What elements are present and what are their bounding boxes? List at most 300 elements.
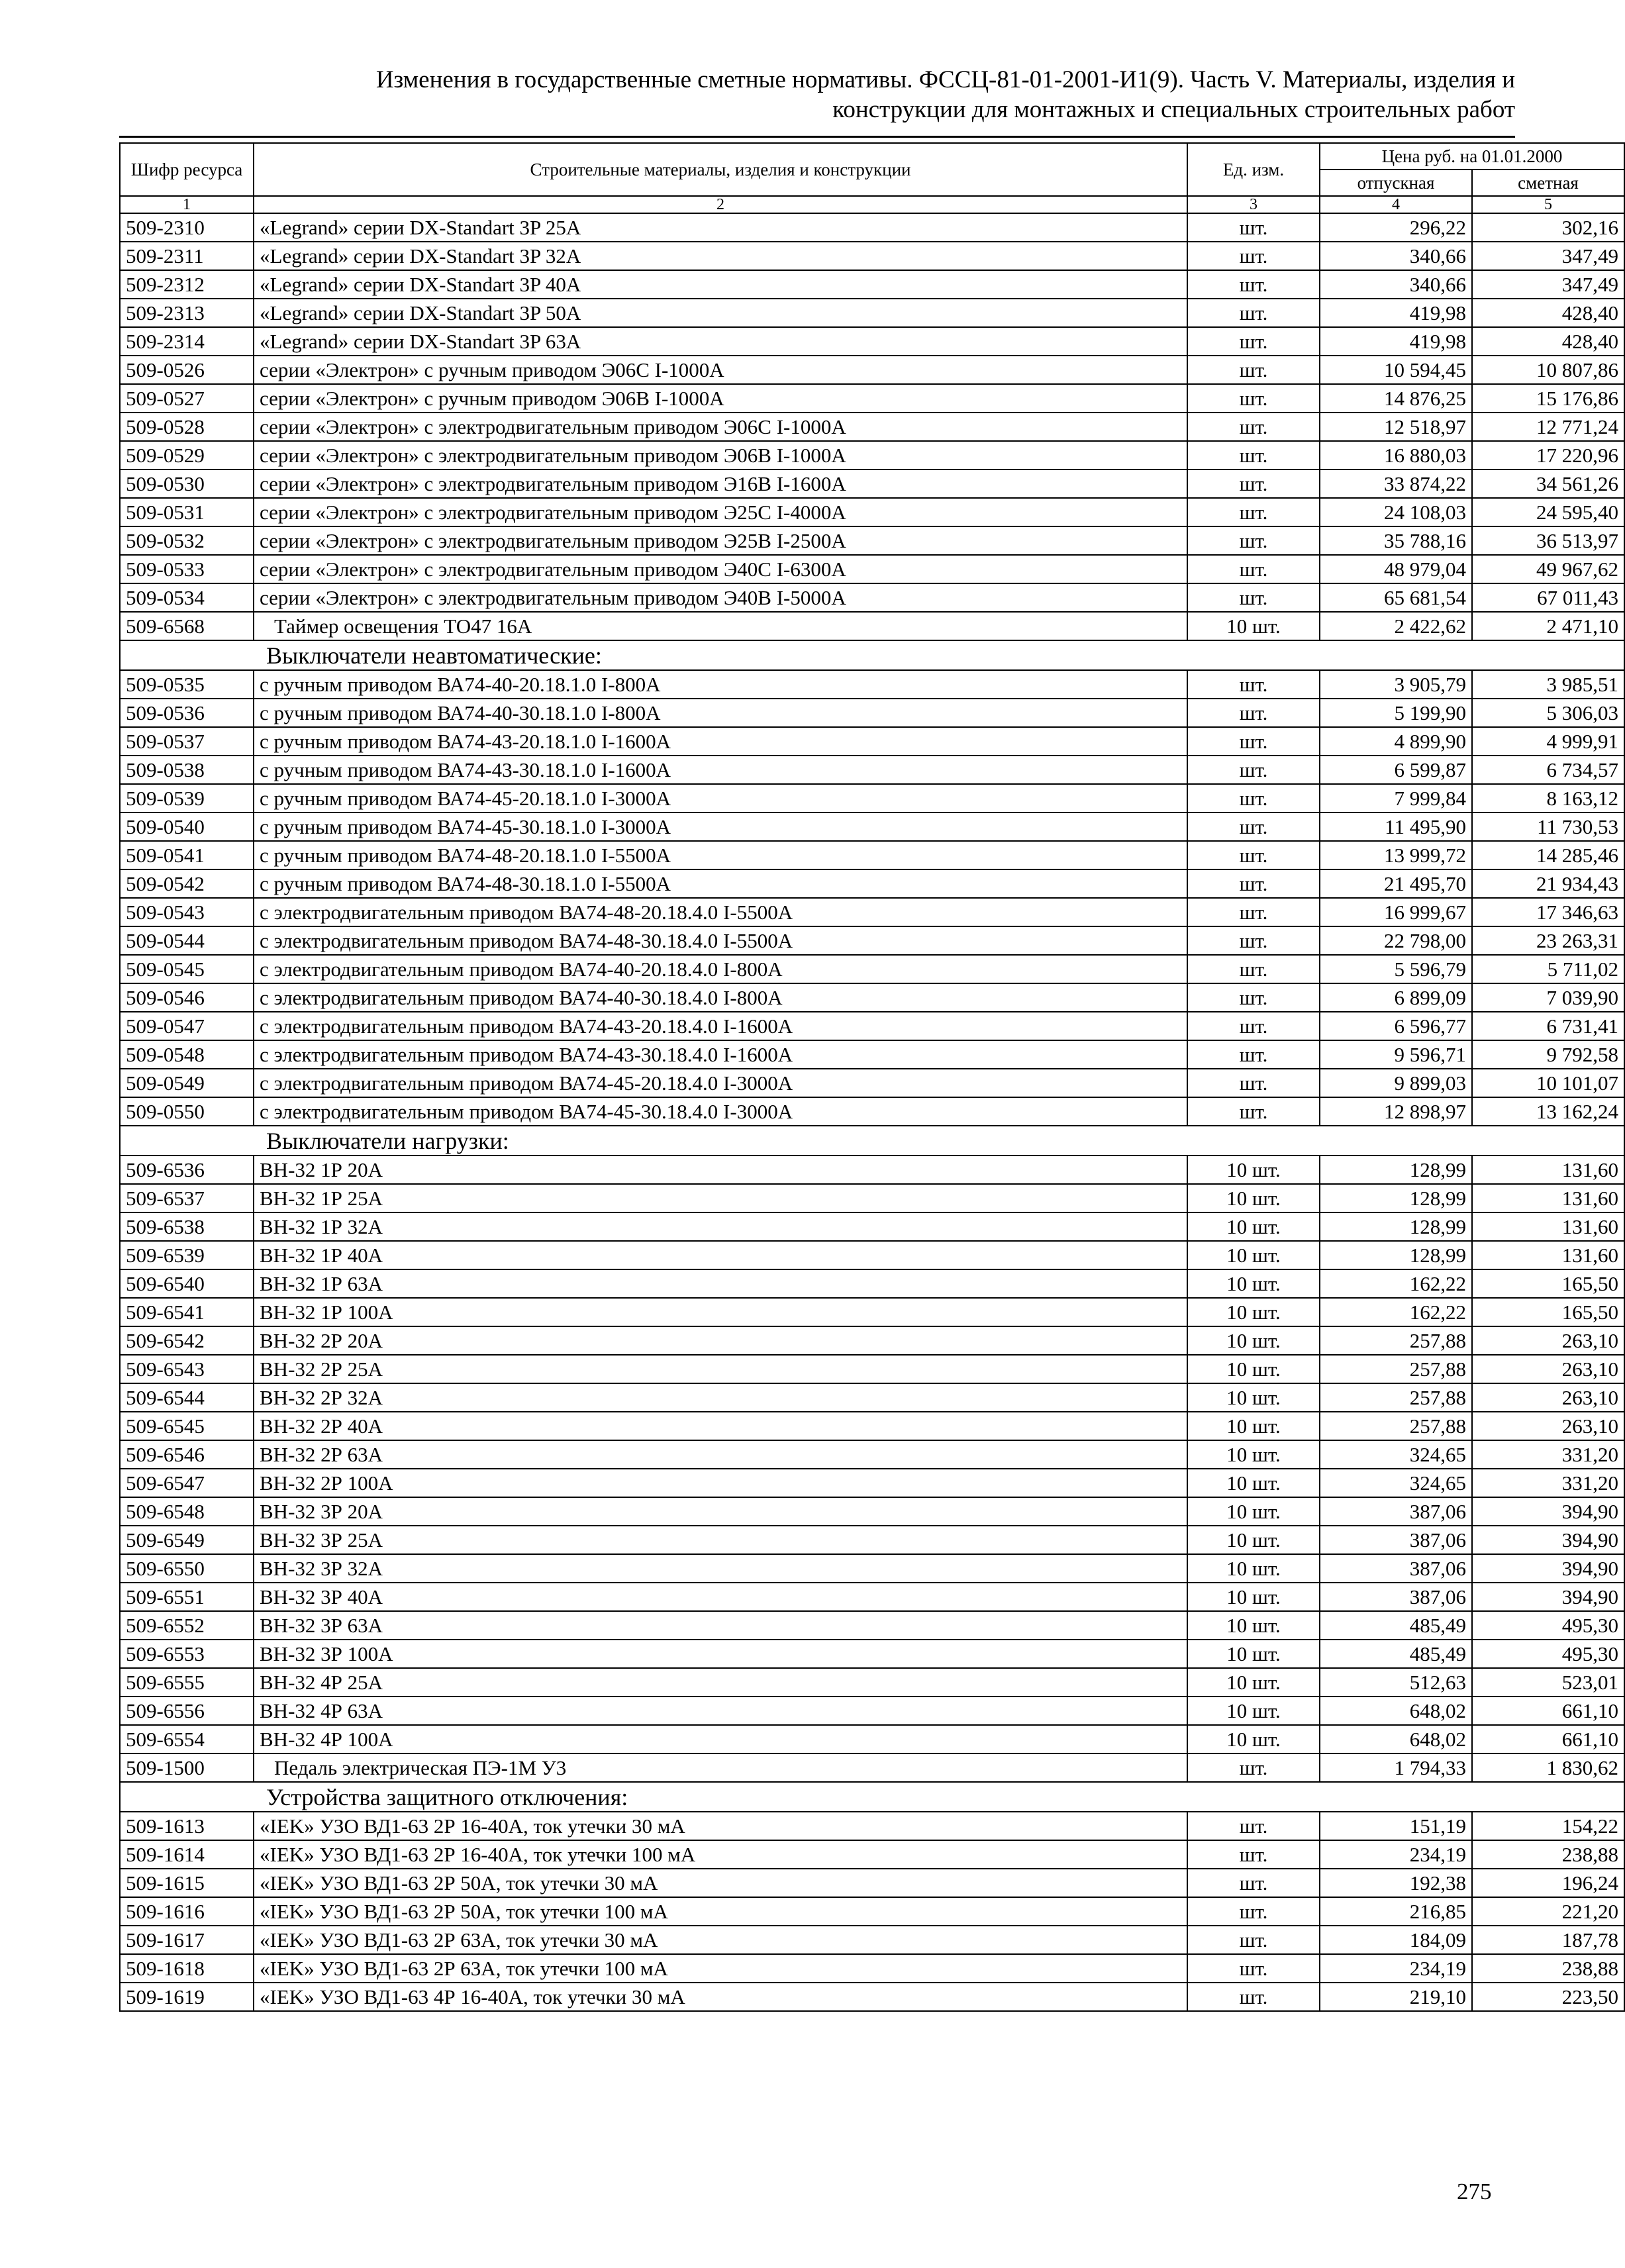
table-row <box>120 1069 1624 1097</box>
release-price: 648,02 <box>1320 1725 1472 1753</box>
header-code: Шифр ресурса <box>120 143 254 196</box>
unit-of-measure: шт. <box>1187 1097 1320 1126</box>
estimate-price: 14 285,46 <box>1472 841 1624 869</box>
table-row <box>120 555 1624 583</box>
material-name: с ручным приводом ВА74-48-20.18.1.0 I-5500А <box>254 841 1187 869</box>
estimate-price: 263,10 <box>1472 1355 1624 1383</box>
estimate-price: 17 220,96 <box>1472 441 1624 469</box>
column-index: 5 <box>1472 196 1624 213</box>
header-price: Цена руб. на 01.01.2000 <box>1320 143 1624 170</box>
table-row <box>120 270 1624 299</box>
table-row <box>120 1926 1624 1954</box>
unit-of-measure: шт. <box>1187 1954 1320 1983</box>
estimate-price: 263,10 <box>1472 1412 1624 1440</box>
table-row <box>120 242 1624 270</box>
release-price: 184,09 <box>1320 1926 1472 1954</box>
release-price: 216,85 <box>1320 1897 1472 1926</box>
estimate-price: 6 731,41 <box>1472 1012 1624 1040</box>
material-name: с ручным приводом ВА74-43-20.18.1.0 I-1600А <box>254 727 1187 756</box>
material-name: с ручным приводом ВА74-48-30.18.1.0 I-5500А <box>254 869 1187 898</box>
material-name: с электродвигательным приводом ВА74-43-30.18.4.0 I-1600А <box>254 1040 1187 1069</box>
table-row <box>120 213 1624 242</box>
resource-code: 509-0529 <box>120 441 254 469</box>
release-price: 648,02 <box>1320 1697 1472 1725</box>
release-price: 11 495,90 <box>1320 813 1472 841</box>
unit-of-measure: 10 шт. <box>1187 1269 1320 1298</box>
material-name: ВН-32 4Р 63А <box>254 1697 1187 1725</box>
estimate-price: 4 999,91 <box>1472 727 1624 756</box>
resource-code: 509-2314 <box>120 327 254 356</box>
material-name: «IEK» УЗО ВД1-63 4Р 16-40А, ток утечки 30 мА <box>254 1983 1187 2011</box>
release-price: 13 999,72 <box>1320 841 1472 869</box>
estimate-price: 165,50 <box>1472 1269 1624 1298</box>
release-price: 9 596,71 <box>1320 1040 1472 1069</box>
resource-code: 509-6550 <box>120 1554 254 1583</box>
table-row <box>120 1812 1624 1840</box>
material-name: с электродвигательным приводом ВА74-48-20.18.4.0 I-5500А <box>254 898 1187 926</box>
table-row <box>120 1897 1624 1926</box>
release-price: 21 495,70 <box>1320 869 1472 898</box>
table-row <box>120 469 1624 498</box>
table-row <box>120 841 1624 869</box>
resource-code: 509-1614 <box>120 1840 254 1869</box>
release-price: 257,88 <box>1320 1355 1472 1383</box>
unit-of-measure: шт. <box>1187 699 1320 727</box>
section-heading-row <box>120 640 1624 670</box>
resource-code: 509-0534 <box>120 583 254 612</box>
estimate-price: 661,10 <box>1472 1725 1624 1753</box>
material-name: «IEK» УЗО ВД1-63 2Р 63А, ток утечки 30 мА <box>254 1926 1187 1954</box>
release-price: 12 898,97 <box>1320 1097 1472 1126</box>
release-price: 9 899,03 <box>1320 1069 1472 1097</box>
material-name: ВН-32 2Р 20А <box>254 1326 1187 1355</box>
unit-of-measure: шт. <box>1187 756 1320 784</box>
unit-of-measure: шт. <box>1187 526 1320 555</box>
resource-code: 509-0544 <box>120 926 254 955</box>
table-row <box>120 1469 1624 1497</box>
release-price: 419,98 <box>1320 327 1472 356</box>
resource-code: 509-1619 <box>120 1983 254 2011</box>
material-name: серии «Электрон» с ручным приводом Э06С I-1000А <box>254 356 1187 384</box>
table-row <box>120 1383 1624 1412</box>
release-price: 419,98 <box>1320 299 1472 327</box>
table-row <box>120 526 1624 555</box>
material-name: с ручным приводом ВА74-45-30.18.1.0 I-3000А <box>254 813 1187 841</box>
release-price: 48 979,04 <box>1320 555 1472 583</box>
material-name: ВН-32 1Р 63А <box>254 1269 1187 1298</box>
unit-of-measure: 10 шт. <box>1187 1212 1320 1241</box>
unit-of-measure: 10 шт. <box>1187 1611 1320 1640</box>
table-row <box>120 441 1624 469</box>
unit-of-measure: шт. <box>1187 498 1320 526</box>
material-name: ВН-32 3Р 40А <box>254 1583 1187 1611</box>
resource-code: 509-6545 <box>120 1412 254 1440</box>
unit-of-measure: шт. <box>1187 441 1320 469</box>
estimate-price: 49 967,62 <box>1472 555 1624 583</box>
resource-code: 509-0548 <box>120 1040 254 1069</box>
unit-of-measure: шт. <box>1187 1069 1320 1097</box>
release-price: 162,22 <box>1320 1298 1472 1326</box>
resource-code: 509-0539 <box>120 784 254 813</box>
table-row <box>120 1269 1624 1298</box>
estimate-price: 131,60 <box>1472 1241 1624 1269</box>
estimate-price: 10 101,07 <box>1472 1069 1624 1097</box>
unit-of-measure: 10 шт. <box>1187 1355 1320 1383</box>
material-name: ВН-32 2Р 32А <box>254 1383 1187 1412</box>
material-name: ВН-32 3Р 25А <box>254 1526 1187 1554</box>
table-row <box>120 612 1624 640</box>
table-row <box>120 1697 1624 1725</box>
release-price: 128,99 <box>1320 1184 1472 1212</box>
estimate-price: 11 730,53 <box>1472 813 1624 841</box>
estimate-price: 221,20 <box>1472 1897 1624 1926</box>
table-row <box>120 869 1624 898</box>
table-row <box>120 1725 1624 1753</box>
unit-of-measure: шт. <box>1187 270 1320 299</box>
unit-of-measure: шт. <box>1187 356 1320 384</box>
release-price: 485,49 <box>1320 1611 1472 1640</box>
unit-of-measure: шт. <box>1187 841 1320 869</box>
unit-of-measure: 10 шт. <box>1187 1526 1320 1554</box>
estimate-price: 67 011,43 <box>1472 583 1624 612</box>
unit-of-measure: шт. <box>1187 1926 1320 1954</box>
unit-of-measure: шт. <box>1187 242 1320 270</box>
estimate-price: 331,20 <box>1472 1440 1624 1469</box>
estimate-price: 661,10 <box>1472 1697 1624 1725</box>
material-name: «IEK» УЗО ВД1-63 2Р 50А, ток утечки 100 мА <box>254 1897 1187 1926</box>
material-name: с электродвигательным приводом ВА74-43-20.18.4.0 I-1600А <box>254 1012 1187 1040</box>
material-name: «Legrand» серии DX-Standart 3P 63A <box>254 327 1187 356</box>
release-price: 512,63 <box>1320 1668 1472 1697</box>
release-price: 2 422,62 <box>1320 612 1472 640</box>
release-price: 387,06 <box>1320 1497 1472 1526</box>
resource-code: 509-1613 <box>120 1812 254 1840</box>
resource-code: 509-0536 <box>120 699 254 727</box>
resource-code: 509-6541 <box>120 1298 254 1326</box>
table-row <box>120 1869 1624 1897</box>
table-row <box>120 1554 1624 1583</box>
estimate-price: 8 163,12 <box>1472 784 1624 813</box>
release-price: 6 599,87 <box>1320 756 1472 784</box>
release-price: 324,65 <box>1320 1469 1472 1497</box>
column-index: 4 <box>1320 196 1472 213</box>
estimate-price: 13 162,24 <box>1472 1097 1624 1126</box>
estimate-price: 154,22 <box>1472 1812 1624 1840</box>
material-name: серии «Электрон» с электродвигательным приводом Э25В I-2500А <box>254 526 1187 555</box>
resource-code: 509-0541 <box>120 841 254 869</box>
release-price: 5 199,90 <box>1320 699 1472 727</box>
unit-of-measure: шт. <box>1187 869 1320 898</box>
material-name: ВН-32 4Р 100А <box>254 1725 1187 1753</box>
resource-code: 509-6551 <box>120 1583 254 1611</box>
material-name: Педаль электрическая ПЭ-1М У3 <box>254 1753 1187 1782</box>
release-price: 192,38 <box>1320 1869 1472 1897</box>
table-row <box>120 1583 1624 1611</box>
estimate-price: 394,90 <box>1472 1583 1624 1611</box>
unit-of-measure: 10 шт. <box>1187 1156 1320 1184</box>
release-price: 33 874,22 <box>1320 469 1472 498</box>
table-row <box>120 356 1624 384</box>
estimate-price: 131,60 <box>1472 1212 1624 1241</box>
unit-of-measure: шт. <box>1187 1840 1320 1869</box>
resource-code: 509-6544 <box>120 1383 254 1412</box>
section-heading: Устройства защитного отключения: <box>120 1782 1624 1812</box>
unit-of-measure: шт. <box>1187 213 1320 242</box>
resource-code: 509-0550 <box>120 1097 254 1126</box>
material-name: с электродвигательным приводом ВА74-40-20.18.4.0 I-800А <box>254 955 1187 983</box>
table-row <box>120 1298 1624 1326</box>
estimate-price: 23 263,31 <box>1472 926 1624 955</box>
column-index: 1 <box>120 196 254 213</box>
table-row <box>120 498 1624 526</box>
estimate-price: 34 561,26 <box>1472 469 1624 498</box>
unit-of-measure: 10 шт. <box>1187 1697 1320 1725</box>
unit-of-measure: шт. <box>1187 813 1320 841</box>
estimate-price: 238,88 <box>1472 1954 1624 1983</box>
resource-code: 509-0526 <box>120 356 254 384</box>
release-price: 12 518,97 <box>1320 413 1472 441</box>
unit-of-measure: 10 шт. <box>1187 1640 1320 1668</box>
material-name: с ручным приводом ВА74-40-30.18.1.0 I-800А <box>254 699 1187 727</box>
release-price: 387,06 <box>1320 1554 1472 1583</box>
material-name: ВН-32 3Р 20А <box>254 1497 1187 1526</box>
material-name: Таймер освещения ТО47 16А <box>254 612 1187 640</box>
release-price: 6 899,09 <box>1320 983 1472 1012</box>
estimate-price: 263,10 <box>1472 1383 1624 1412</box>
column-index: 3 <box>1187 196 1320 213</box>
header-release-price: отпускная <box>1320 170 1472 196</box>
estimate-price: 3 985,51 <box>1472 670 1624 699</box>
release-price: 7 999,84 <box>1320 784 1472 813</box>
table-row <box>120 1241 1624 1269</box>
material-name: ВН-32 1Р 32А <box>254 1212 1187 1241</box>
section-heading: Выключатели неавтоматические: <box>120 640 1624 670</box>
unit-of-measure: 10 шт. <box>1187 1440 1320 1469</box>
resource-code: 509-6555 <box>120 1668 254 1697</box>
estimate-price: 5 306,03 <box>1472 699 1624 727</box>
resource-code: 509-6539 <box>120 1241 254 1269</box>
unit-of-measure: 10 шт. <box>1187 1469 1320 1497</box>
resource-code: 509-1616 <box>120 1897 254 1926</box>
table-row <box>120 1156 1624 1184</box>
estimate-price: 2 471,10 <box>1472 612 1624 640</box>
material-name: с электродвигательным приводом ВА74-45-20.18.4.0 I-3000А <box>254 1069 1187 1097</box>
material-name: с электродвигательным приводом ВА74-40-30.18.4.0 I-800А <box>254 983 1187 1012</box>
materials-price-table <box>119 142 1625 2012</box>
resource-code: 509-0549 <box>120 1069 254 1097</box>
resource-code: 509-0547 <box>120 1012 254 1040</box>
column-index: 2 <box>254 196 1187 213</box>
estimate-price: 21 934,43 <box>1472 869 1624 898</box>
material-name: ВН-32 2Р 25А <box>254 1355 1187 1383</box>
material-name: «Legrand» серии DX-Standart 3P 40A <box>254 270 1187 299</box>
material-name: ВН-32 1Р 100А <box>254 1298 1187 1326</box>
release-price: 16 999,67 <box>1320 898 1472 926</box>
resource-code: 509-6543 <box>120 1355 254 1383</box>
table-header-row <box>120 143 1624 170</box>
release-price: 296,22 <box>1320 213 1472 242</box>
estimate-price: 17 346,63 <box>1472 898 1624 926</box>
release-price: 219,10 <box>1320 1983 1472 2011</box>
table-row <box>120 327 1624 356</box>
unit-of-measure: шт. <box>1187 1897 1320 1926</box>
estimate-price: 12 771,24 <box>1472 413 1624 441</box>
table-row <box>120 1184 1624 1212</box>
resource-code: 509-0532 <box>120 526 254 555</box>
table-row <box>120 813 1624 841</box>
estimate-price: 196,24 <box>1472 1869 1624 1897</box>
table-row <box>120 1440 1624 1469</box>
estimate-price: 131,60 <box>1472 1184 1624 1212</box>
header-line-2: конструкции для монтажных и специальных строительных работ <box>832 96 1515 123</box>
table-row <box>120 1355 1624 1383</box>
material-name: «IEK» УЗО ВД1-63 2Р 50А, ток утечки 30 мА <box>254 1869 1187 1897</box>
resource-code: 509-0540 <box>120 813 254 841</box>
unit-of-measure: шт. <box>1187 983 1320 1012</box>
unit-of-measure: шт. <box>1187 955 1320 983</box>
table-row <box>120 413 1624 441</box>
unit-of-measure: шт. <box>1187 1040 1320 1069</box>
resource-code: 509-6536 <box>120 1156 254 1184</box>
release-price: 485,49 <box>1320 1640 1472 1668</box>
table-row <box>120 955 1624 983</box>
estimate-price: 131,60 <box>1472 1156 1624 1184</box>
resource-code: 509-6552 <box>120 1611 254 1640</box>
material-name: серии «Электрон» с электродвигательным приводом Э16В I-1600А <box>254 469 1187 498</box>
unit-of-measure: шт. <box>1187 1812 1320 1840</box>
resource-code: 509-6549 <box>120 1526 254 1554</box>
material-name: ВН-32 1Р 25А <box>254 1184 1187 1212</box>
unit-of-measure: шт. <box>1187 384 1320 413</box>
table-row <box>120 1212 1624 1241</box>
material-name: ВН-32 2Р 40А <box>254 1412 1187 1440</box>
estimate-price: 331,20 <box>1472 1469 1624 1497</box>
estimate-price: 302,16 <box>1472 213 1624 242</box>
unit-of-measure: 10 шт. <box>1187 1298 1320 1326</box>
estimate-price: 394,90 <box>1472 1554 1624 1583</box>
unit-of-measure: шт. <box>1187 727 1320 756</box>
unit-of-measure: шт. <box>1187 670 1320 699</box>
release-price: 6 596,77 <box>1320 1012 1472 1040</box>
table-row <box>120 727 1624 756</box>
unit-of-measure: шт. <box>1187 1983 1320 2011</box>
resource-code: 509-0543 <box>120 898 254 926</box>
estimate-price: 5 711,02 <box>1472 955 1624 983</box>
resource-code: 509-1618 <box>120 1954 254 1983</box>
release-price: 1 794,33 <box>1320 1753 1472 1782</box>
estimate-price: 1 830,62 <box>1472 1753 1624 1782</box>
estimate-price: 428,40 <box>1472 299 1624 327</box>
table-row <box>120 1040 1624 1069</box>
estimate-price: 495,30 <box>1472 1611 1624 1640</box>
unit-of-measure: шт. <box>1187 784 1320 813</box>
release-price: 22 798,00 <box>1320 926 1472 955</box>
release-price: 65 681,54 <box>1320 583 1472 612</box>
material-name: ВН-32 2Р 63А <box>254 1440 1187 1469</box>
release-price: 257,88 <box>1320 1383 1472 1412</box>
resource-code: 509-0531 <box>120 498 254 526</box>
header-estimate-price: сметная <box>1472 170 1624 196</box>
release-price: 324,65 <box>1320 1440 1472 1469</box>
table-row <box>120 1753 1624 1782</box>
estimate-price: 24 595,40 <box>1472 498 1624 526</box>
material-name: ВН-32 1Р 20А <box>254 1156 1187 1184</box>
material-name: с ручным приводом ВА74-40-20.18.1.0 I-800А <box>254 670 1187 699</box>
resource-code: 509-0535 <box>120 670 254 699</box>
release-price: 257,88 <box>1320 1412 1472 1440</box>
release-price: 387,06 <box>1320 1583 1472 1611</box>
unit-of-measure: 10 шт. <box>1187 1583 1320 1611</box>
material-name: с электродвигательным приводом ВА74-45-30.18.4.0 I-3000А <box>254 1097 1187 1126</box>
resource-code: 509-0528 <box>120 413 254 441</box>
table-row <box>120 926 1624 955</box>
material-name: серии «Электрон» с электродвигательным приводом Э06С I-1000А <box>254 413 1187 441</box>
material-name: серии «Электрон» с ручным приводом Э06В I-1000А <box>254 384 1187 413</box>
table-row <box>120 1668 1624 1697</box>
table-row <box>120 670 1624 699</box>
release-price: 128,99 <box>1320 1212 1472 1241</box>
release-price: 14 876,25 <box>1320 384 1472 413</box>
table-row <box>120 1840 1624 1869</box>
header-name: Строительные материалы, изделия и конструкции <box>254 143 1187 196</box>
material-name: ВН-32 3Р 100А <box>254 1640 1187 1668</box>
table-row <box>120 699 1624 727</box>
release-price: 16 880,03 <box>1320 441 1472 469</box>
release-price: 234,19 <box>1320 1954 1472 1983</box>
estimate-price: 238,88 <box>1472 1840 1624 1869</box>
unit-of-measure: 10 шт. <box>1187 1412 1320 1440</box>
table-row <box>120 583 1624 612</box>
table-row <box>120 1611 1624 1640</box>
material-name: серии «Электрон» с электродвигательным приводом Э40С I-6300А <box>254 555 1187 583</box>
resource-code: 509-0545 <box>120 955 254 983</box>
unit-of-measure: 10 шт. <box>1187 612 1320 640</box>
material-name: ВН-32 3Р 63А <box>254 1611 1187 1640</box>
material-name: «IEK» УЗО ВД1-63 2Р 16-40А, ток утечки 30 мА <box>254 1812 1187 1840</box>
header-unit: Ед. изм. <box>1187 143 1320 196</box>
table-row <box>120 898 1624 926</box>
unit-of-measure: шт. <box>1187 926 1320 955</box>
estimate-price: 9 792,58 <box>1472 1040 1624 1069</box>
resource-code: 509-6554 <box>120 1725 254 1753</box>
unit-of-measure: 10 шт. <box>1187 1326 1320 1355</box>
unit-of-measure: шт. <box>1187 327 1320 356</box>
table-row <box>120 1954 1624 1983</box>
release-price: 4 899,90 <box>1320 727 1472 756</box>
table-row <box>120 1497 1624 1526</box>
material-name: серии «Электрон» с электродвигательным приводом Э06В I-1000А <box>254 441 1187 469</box>
header-rule <box>119 136 1515 138</box>
estimate-price: 394,90 <box>1472 1526 1624 1554</box>
resource-code: 509-0546 <box>120 983 254 1012</box>
resource-code: 509-2313 <box>120 299 254 327</box>
estimate-price: 523,01 <box>1472 1668 1624 1697</box>
estimate-price: 36 513,97 <box>1472 526 1624 555</box>
material-name: «Legrand» серии DX-Standart 3P 32A <box>254 242 1187 270</box>
estimate-price: 263,10 <box>1472 1326 1624 1355</box>
unit-of-measure: шт. <box>1187 469 1320 498</box>
resource-code: 509-0538 <box>120 756 254 784</box>
release-price: 5 596,79 <box>1320 955 1472 983</box>
unit-of-measure: шт. <box>1187 1869 1320 1897</box>
estimate-price: 187,78 <box>1472 1926 1624 1954</box>
unit-of-measure: шт. <box>1187 555 1320 583</box>
release-price: 162,22 <box>1320 1269 1472 1298</box>
release-price: 128,99 <box>1320 1156 1472 1184</box>
table-row <box>120 1012 1624 1040</box>
unit-of-measure: шт. <box>1187 898 1320 926</box>
resource-code: 509-1615 <box>120 1869 254 1897</box>
